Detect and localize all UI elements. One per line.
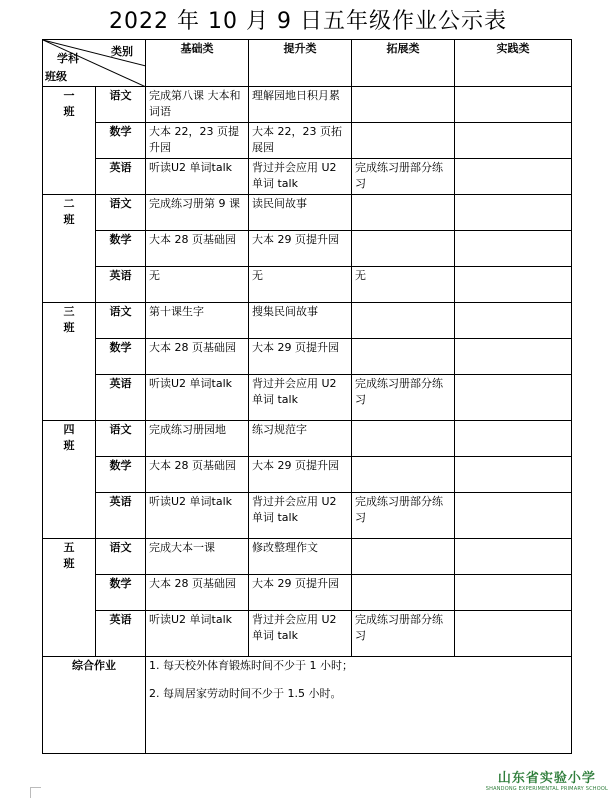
improve-cell: 背过并会应用 U2 单词 talk [249, 159, 352, 195]
improve-cell: 理解园地日积月累 [249, 87, 352, 123]
class-name-cell: 四 班 [43, 421, 96, 539]
table-row [43, 493, 572, 539]
practice-cell [455, 195, 572, 231]
extend-cell: 完成练习册部分练习 [352, 611, 455, 657]
subject-cell: 数学 [96, 231, 146, 267]
diag-subject-label: 学科 [57, 52, 79, 65]
subject-cell: 数学 [96, 339, 146, 375]
practice-cell [455, 611, 572, 657]
subject-cell: 英语 [96, 159, 146, 195]
extend-cell [352, 457, 455, 493]
basic-cell: 大本 28 页基础园 [146, 575, 249, 611]
basic-cell: 听读U2 单词talk [146, 375, 249, 421]
class-name-cell: 一 班 [43, 87, 96, 195]
practice-cell [455, 493, 572, 539]
extend-cell [352, 123, 455, 159]
practice-cell [455, 87, 572, 123]
table-row [43, 303, 572, 339]
diag-class-label: 班级 [45, 70, 67, 83]
header-row [43, 40, 572, 87]
subject-cell: 英语 [96, 267, 146, 303]
practice-cell [455, 339, 572, 375]
extend-cell [352, 421, 455, 457]
table-row [43, 123, 572, 159]
col-header-basic: 基础类 [146, 40, 249, 87]
improve-cell: 大本 29 页提升园 [249, 231, 352, 267]
practice-cell [455, 123, 572, 159]
page-title: 2022 年 10 月 9 日五年级作业公示表 [109, 9, 507, 34]
improve-cell: 大本 29 页提升园 [249, 457, 352, 493]
table-row [43, 195, 572, 231]
extend-cell [352, 339, 455, 375]
col-header-practice: 实践类 [455, 40, 572, 87]
improve-cell: 无 [249, 267, 352, 303]
class-name-cell: 三 班 [43, 303, 96, 421]
extend-cell: 完成练习册部分练习 [352, 159, 455, 195]
diag-category-label: 类别 [111, 45, 133, 58]
practice-cell [455, 421, 572, 457]
homework-table [42, 39, 572, 754]
practice-cell [455, 303, 572, 339]
basic-cell: 听读U2 单词talk [146, 611, 249, 657]
table-row [43, 339, 572, 375]
improve-cell: 背过并会应用 U2 单词 talk [249, 375, 352, 421]
extend-cell: 完成练习册部分练习 [352, 493, 455, 539]
practice-cell [455, 159, 572, 195]
summary-content [146, 657, 572, 754]
table-row [43, 611, 572, 657]
summary-line: 1. 每天校外体育锻炼时间不少于 1 小时； [149, 659, 353, 672]
basic-cell: 大本 28 页基础园 [146, 339, 249, 375]
table-row [43, 159, 572, 195]
subject-cell: 数学 [96, 123, 146, 159]
improve-cell: 大本 29 页提升园 [249, 575, 352, 611]
school-logo-name-en: SHANDONG EXPERIMENTAL PRIMARY SCHOOL [485, 786, 608, 792]
improve-cell: 大本 22，23 页拓展园 [249, 123, 352, 159]
summary-line: 2. 每周居家劳动时间不少于 1.5 小时。 [149, 687, 342, 700]
improve-cell: 背过并会应用 U2 单词 talk [249, 611, 352, 657]
subject-cell: 英语 [96, 493, 146, 539]
class-name-cell: 五 班 [43, 539, 96, 657]
improve-cell: 练习规范字 [249, 421, 352, 457]
subject-cell: 语文 [96, 87, 146, 123]
subject-cell: 数学 [96, 575, 146, 611]
basic-cell: 大本 28 页基础园 [146, 231, 249, 267]
improve-cell: 修改整理作文 [249, 539, 352, 575]
basic-cell: 大本 22，23 页提升园 [146, 123, 249, 159]
practice-cell [455, 231, 572, 267]
diagonal-header-cell [43, 40, 146, 87]
school-logo-name: 山东省实验小学 [497, 771, 596, 786]
extend-cell [352, 87, 455, 123]
basic-cell: 第十课生字 [146, 303, 249, 339]
improve-cell: 搜集民间故事 [249, 303, 352, 339]
class-name-cell: 二 班 [43, 195, 96, 303]
extend-cell: 无 [352, 267, 455, 303]
table-row [43, 231, 572, 267]
basic-cell: 完成练习册第 9 课 [146, 195, 249, 231]
practice-cell [455, 457, 572, 493]
extend-cell [352, 575, 455, 611]
extend-cell [352, 303, 455, 339]
subject-cell: 语文 [96, 303, 146, 339]
summary-row [43, 657, 572, 754]
extend-cell [352, 231, 455, 267]
basic-cell: 大本 28 页基础园 [146, 457, 249, 493]
basic-cell: 听读U2 单词talk [146, 493, 249, 539]
subject-cell: 英语 [96, 375, 146, 421]
table-row [43, 457, 572, 493]
basic-cell: 完成第八课 大本和词语 [146, 87, 249, 123]
improve-cell: 背过并会应用 U2 单词 talk [249, 493, 352, 539]
practice-cell [455, 539, 572, 575]
basic-cell: 无 [146, 267, 249, 303]
col-header-extend: 拓展类 [352, 40, 455, 87]
basic-cell: 完成大本一课 [146, 539, 249, 575]
table-row [43, 421, 572, 457]
subject-cell: 语文 [96, 421, 146, 457]
page-corner-mark [30, 787, 41, 798]
subject-cell: 数学 [96, 457, 146, 493]
table-row [43, 375, 572, 421]
col-header-improve: 提升类 [249, 40, 352, 87]
summary-label: 综合作业 [43, 657, 146, 754]
practice-cell [455, 375, 572, 421]
improve-cell: 读民间故事 [249, 195, 352, 231]
extend-cell: 完成练习册部分练习 [352, 375, 455, 421]
table-row [43, 575, 572, 611]
table-row [43, 539, 572, 575]
extend-cell [352, 539, 455, 575]
basic-cell: 听读U2 单词talk [146, 159, 249, 195]
subject-cell: 英语 [96, 611, 146, 657]
table-row [43, 87, 572, 123]
practice-cell [455, 267, 572, 303]
table-row [43, 267, 572, 303]
practice-cell [455, 575, 572, 611]
basic-cell: 完成练习册园地 [146, 421, 249, 457]
school-logo [486, 767, 608, 792]
subject-cell: 语文 [96, 195, 146, 231]
extend-cell [352, 195, 455, 231]
improve-cell: 大本 29 页提升园 [249, 339, 352, 375]
subject-cell: 语文 [96, 539, 146, 575]
